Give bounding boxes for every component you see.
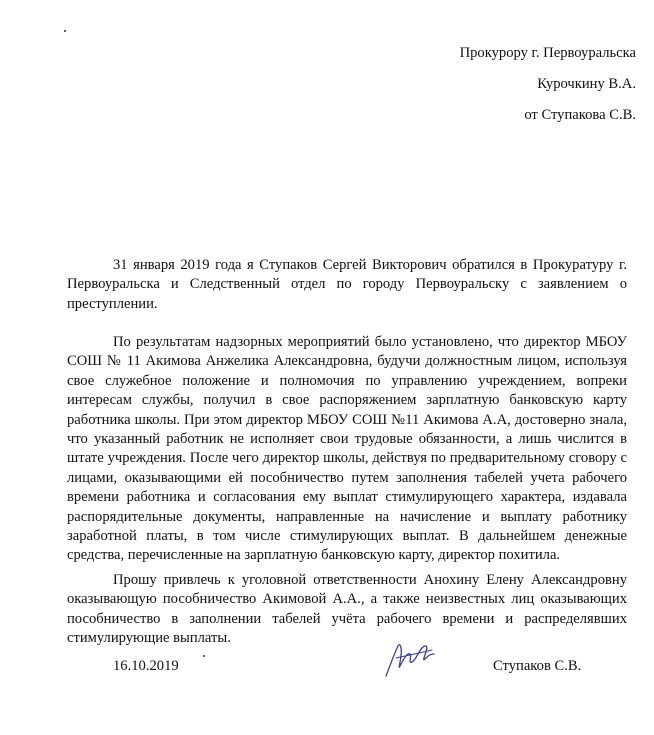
document-date: 16.10.2019 bbox=[113, 658, 179, 674]
paragraph-intro: 31 января 2019 года я Ступаков Сергей Викторович обратился в Прокуратуру г. Первоуральска и Следственный отдел по городу Первоуральску с заявлением о преступлении. bbox=[67, 257, 627, 312]
addressee-name: Курочкину В.А. bbox=[537, 76, 636, 92]
handwritten-signature-icon bbox=[382, 636, 442, 680]
signer-name: Ступаков С.В. bbox=[493, 658, 582, 674]
scan-speck bbox=[203, 655, 205, 657]
paragraph-findings: По результатам надзорных мероприятий было установлено, что директор МБОУ СОШ № 11 Акимова Анжелика Александровна, будучи должностным лицом, используя свое служебное положение и полномочия по управлению учреждением, вопреки интересам службы, получил в свое распоряжением зарплатную банковскую карту работника школы. При этом директор МБОУ СОШ №11 Акимова А.А, достоверно знала, что указанный работник не исполняет свои трудовые обязанности, а лишь числится в штате учреждения. После чего директор школы, действуя по предварительному сговору с лицами, оказывающими ей пособничество путем заполнения табелей учета рабочего времени работника и согласования ему выплат стимулирующего характера, издавала распорядительные документы, направленные на начисление и выплату работнику заработной платы, в том числе стимулирующих выплат. В дальнейшем денежные средства, перечисленные на зарплатную банковскую карту, директор похитила. bbox=[67, 334, 627, 564]
addressee-title: Прокурору г. Первоуральска bbox=[459, 45, 636, 61]
sender-name: от Ступакова С.В. bbox=[524, 107, 636, 123]
paragraph-request: Прошу привлечь к уголовной ответственности Анохину Елену Александровну оказывающую пособничество Акимовой А.А., а также неизвестных лиц оказывающих пособничество в заполнении табелей учёта рабочего времени и распределявших стимулирующие выплаты. bbox=[67, 572, 627, 647]
scan-speck bbox=[64, 30, 66, 32]
